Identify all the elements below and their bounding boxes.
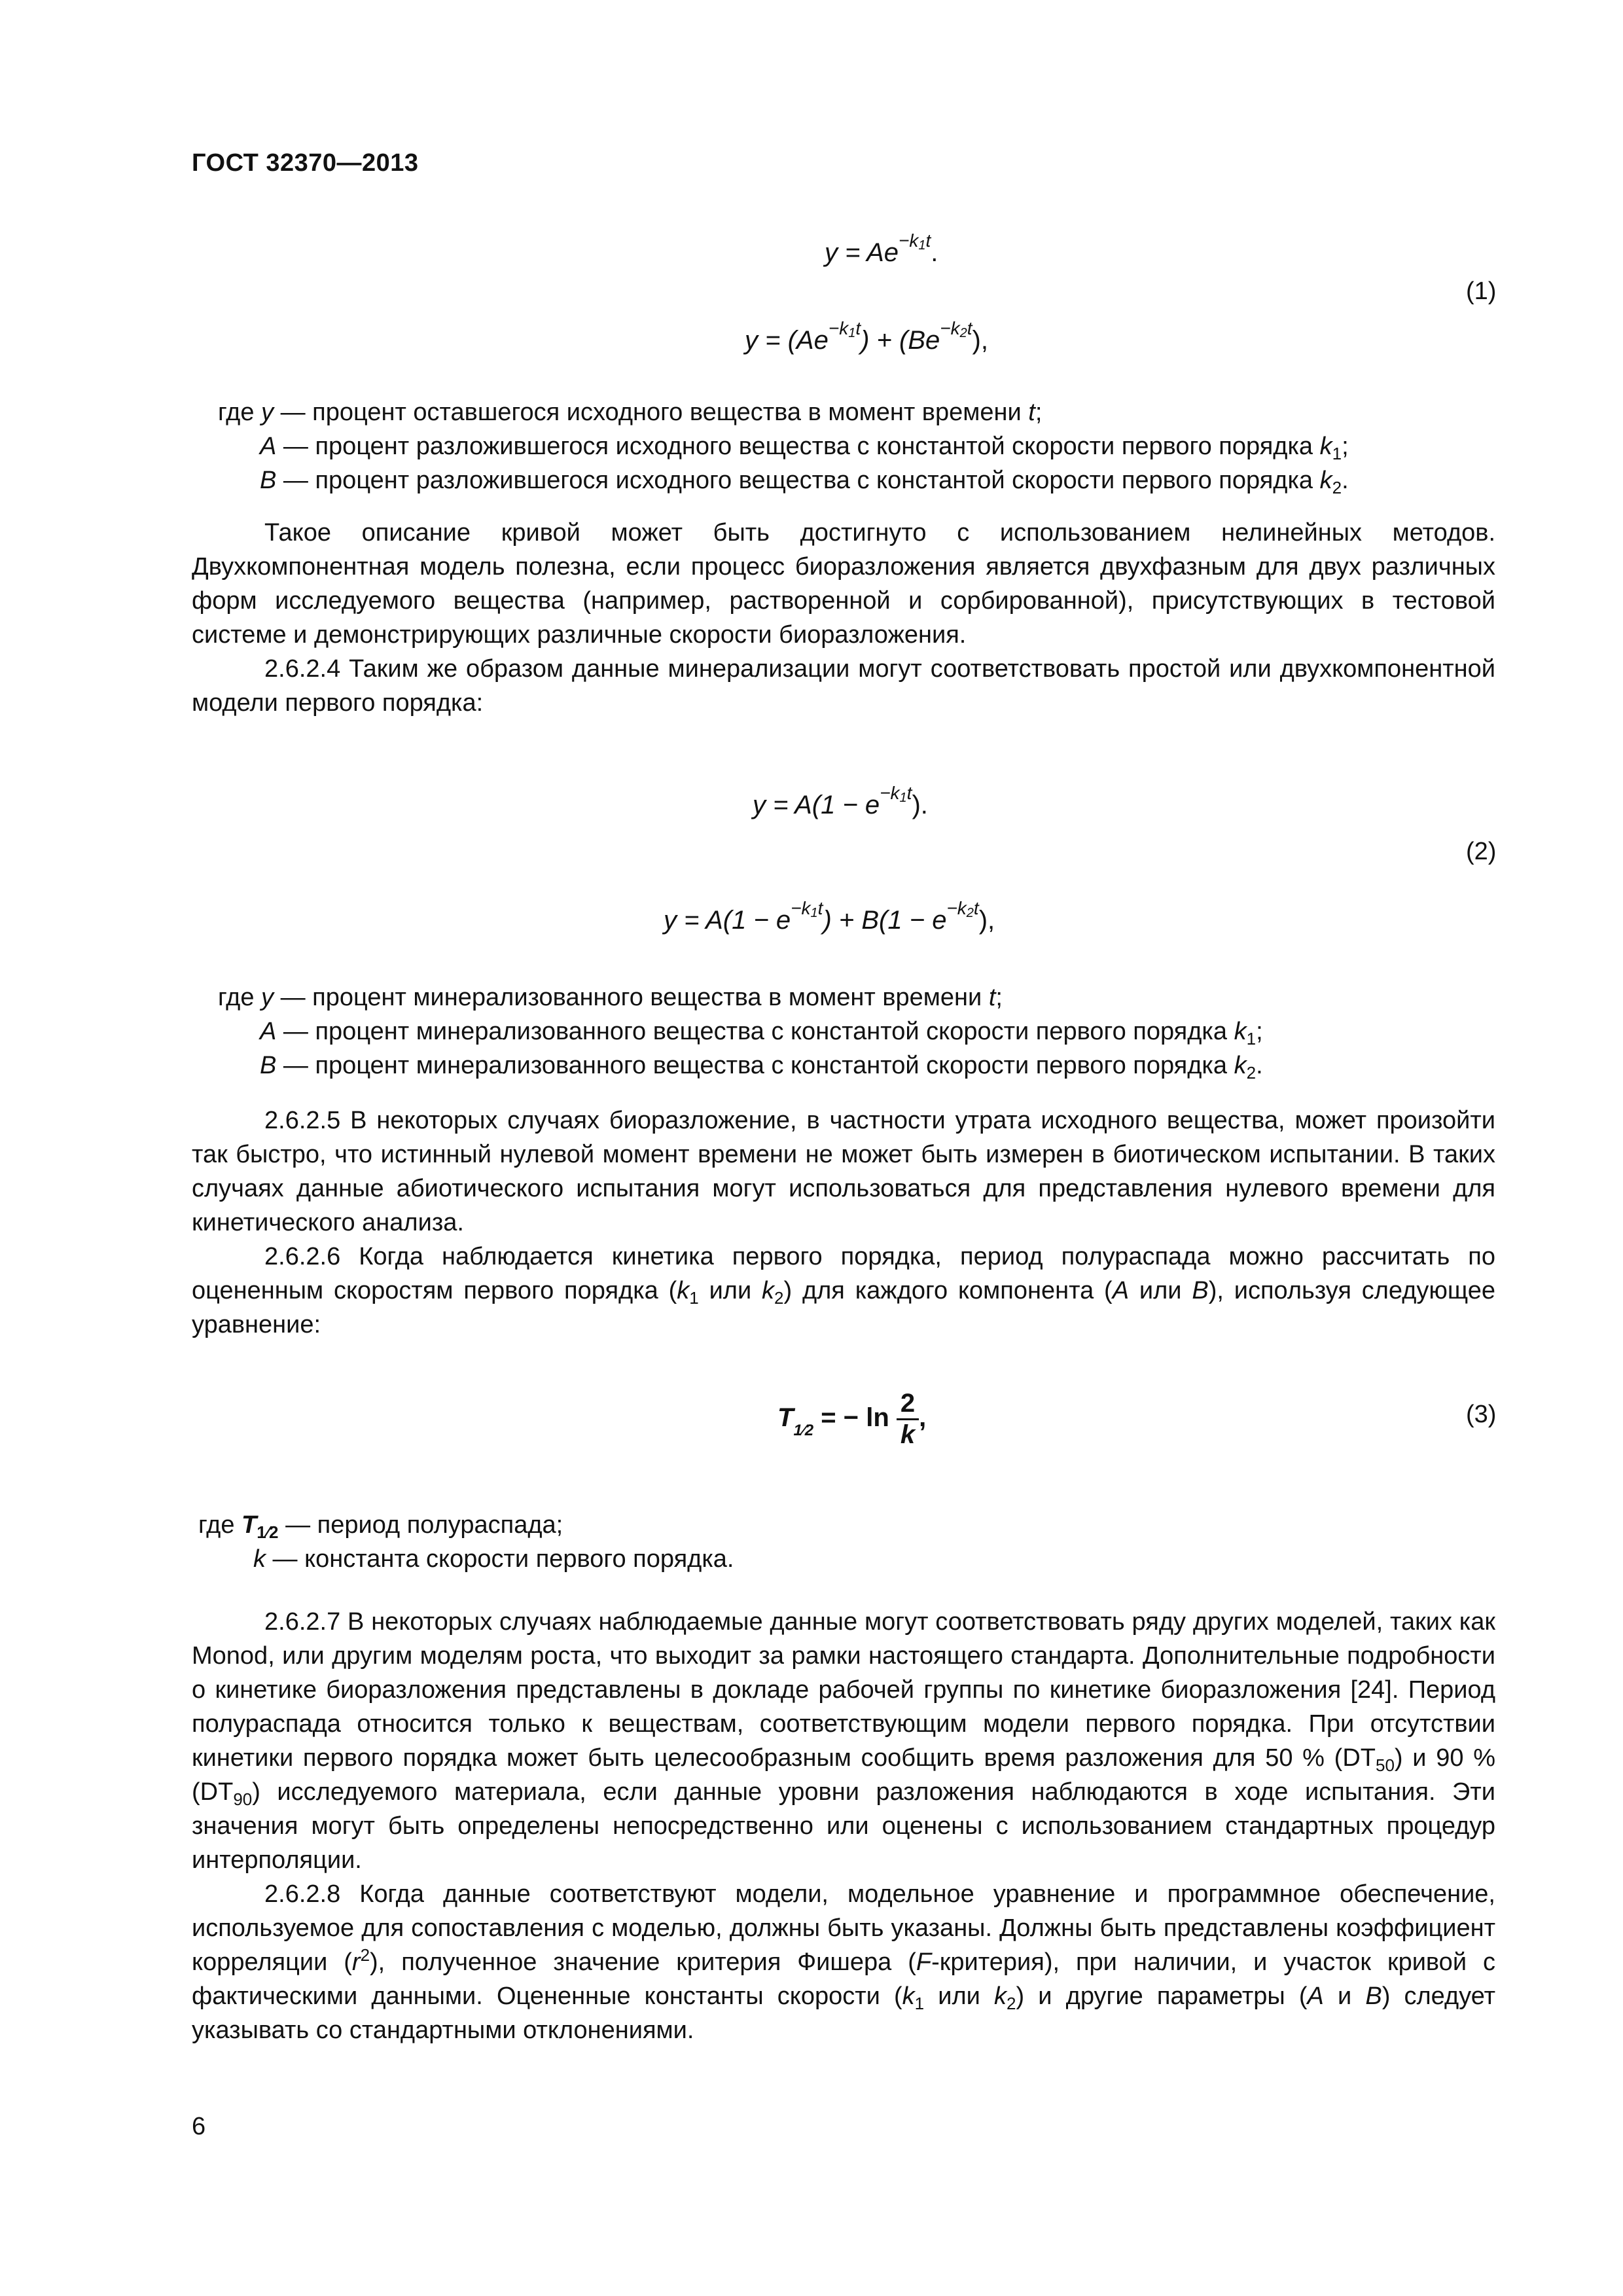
equation-2-number: (2) — [1466, 838, 1497, 865]
equation-1b: $y = (Ae^{-k1t}) + (Be^{-k2t})$, — [745, 318, 988, 355]
paragraph-2-6-2-5: 2.6.2.5 В некоторых случаях биоразложение, в частности утрата исходного вещества, может произойти так быстро, что истинный нулевой момент времени не может быть измерен в биотическом испытании. В таких случаях данные абиотического испытания могут использоваться для представления нулевого времени для кинетического анализа. — [192, 1107, 1495, 1236]
fraction-2-over-k: $\frac{2}{k}$ — [897, 1389, 919, 1450]
equation-3: $T_{1⁄2}$ = − ln $\frac{2}{k}$ , — [777, 1389, 927, 1449]
paragraph-2-6-2-6: 2.6.2.6 Когда наблюдается кинетика первого порядка, период полураспада можно рассчитать по оцененным скоростям первого порядка ($k_1$ или $k_2$) для каждого компонента (A или B), используя следующее уравнение: — [192, 1243, 1495, 1338]
text-block-1 — [192, 395, 1495, 720]
paragraph-curve-description: Такое описание кривой может быть достигнуто с использованием нелинейных методов. Двухкомпонентная модель полезна, если процесс биоразложения является двухфазным для двух различных форм исследуемого вещества (например, растворенной и сорбированной), присутствующих в тестовой системе и демонстрирующих различные скорости биоразложения. — [192, 519, 1495, 649]
where2-line-a: A — процент минерализованного вещества с константой скорости первого порядка $k_1$; — [260, 1018, 1263, 1049]
where3-line-t: где $T_{1⁄2}$ — период полураспада; — [198, 1511, 563, 1542]
where3-line-k: k — константа скорости первого порядка. — [253, 1545, 734, 1573]
paragraph-2-6-2-7: 2.6.2.7 В некоторых случаях наблюдаемые данные могут соответствовать ряду других моделей, таких как Monod, или другим моделям роста, что выходит за рамки настоящего стандарта. Дополнительные подробности о кинетике биоразложения представлены в докладе рабочей группы по кинетике биоразложения [24]. Период полураспада относится только к веществам, соответствующим модели первого порядка. При отсутствии кинетики первого порядка может быть целесообразным сообщить время разложения для 50 % $(DT_{50})$ и 90 % $(DT_{90})$ исследуемого материала, если данные уровни разложения наблюдаются в ходе испытания. Эти значения могут быть определены непосредственно или оценены с использованием стандартных процедур интерполяции. — [192, 1608, 1495, 1874]
equation-1-number: (1) — [1466, 278, 1497, 305]
page-number: 6 — [192, 2113, 206, 2140]
where-line-a: A — процент разложившегося исходного вещества с константой скорости первого порядка $k_1$; — [260, 433, 1349, 463]
document-header: ГОСТ 32370—2013 — [192, 149, 419, 177]
where2-line-y: где y — процент минерализованного вещества в момент времени t; — [218, 984, 1003, 1011]
where-line-b: B — процент разложившегося исходного вещества с константой скорости первого порядка $k_2$. — [260, 467, 1349, 497]
equation-3-number: (3) — [1466, 1401, 1497, 1428]
where2-line-b: B — процент минерализованного вещества с константой скорости первого порядка $k_2$. — [260, 1052, 1263, 1083]
where-line-y: где y — процент оставшегося исходного вещества в момент времени t; — [218, 399, 1043, 426]
paragraph-2-6-2-4: 2.6.2.4 Таким же образом данные минерализации могут соответствовать простой или двухкомпонентной модели первого порядка: — [192, 655, 1495, 717]
equation-2b: $y = A(1 - e^{-k1t}) + B(1 - e^{-k2t})$, — [664, 898, 995, 935]
equation-2a: $y = A(1 - e^{-k1t})$. — [753, 783, 928, 819]
text-block-3 — [192, 1508, 1495, 2047]
paragraph-2-6-2-8: 2.6.2.8 Когда данные соответствуют модели, модельное уравнение и программное обеспечение, используемое для сопоставления с моделью, должны быть указаны. Должны быть представлены коэффициент корреляции $(r^2)$, полученное значение критерия Фишера (F-критерия), при наличии, и участок кривой с фактическими данными. Оцененные константы скорости ($k_1$ или $k_2$) и другие параметры (A и B) следует указывать со стандартными отклонениями. — [192, 1880, 1495, 2044]
equation-1a: $y = Ae^{-k1t}$. — [825, 230, 938, 267]
text-block-2 — [192, 980, 1495, 1342]
